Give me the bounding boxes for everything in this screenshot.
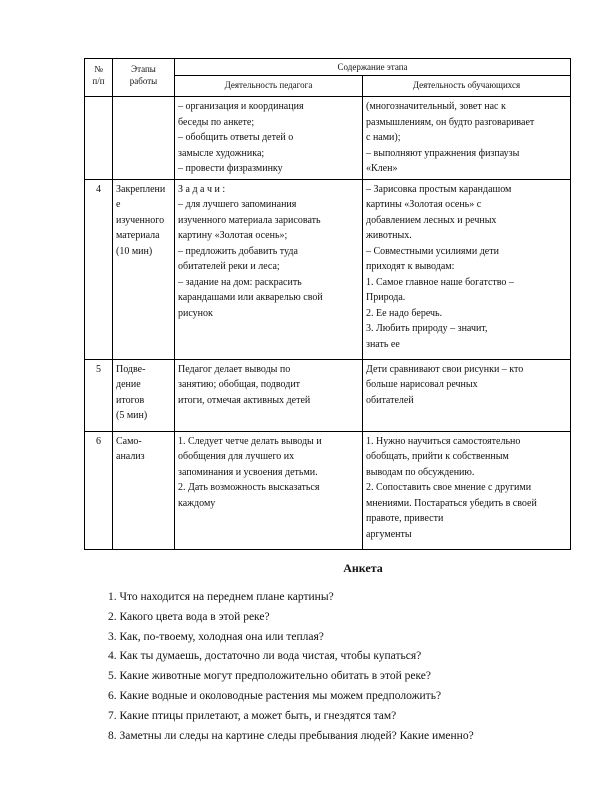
header-content: Содержание этапа xyxy=(175,59,571,76)
header-row-top xyxy=(85,59,571,76)
row-teacher-activity: 1. Следует четче делать выводы и обобщения для лучшего их запоминания и усвоения детьми. 2. Дать возможность высказаться каждому xyxy=(175,431,363,549)
header-stages: Этапы работы xyxy=(113,59,175,97)
row-student-activity: 1. Нужно научиться самостоятельно обобщать, прийти к собственным выводам по обсуждению. 2. Сопоставить свое мнение с другими мнениями. Постараться убедить в своей правоте, привести аргументы xyxy=(363,431,571,549)
row-stage: Само- анализ xyxy=(113,431,175,549)
list-item: 2. Какого цвета вода в этой реке? xyxy=(108,610,270,623)
list-item: 3. Как, по-твоему, холодная она или теплая? xyxy=(108,630,324,643)
row-number xyxy=(85,97,113,180)
row-student-activity: (многозначительный, зовет нас к размышлениям, он будто разговаривает с нами); – выполняют упражнения физпаузы «Клен» xyxy=(363,97,571,180)
header-teacher: Деятельность педагога xyxy=(175,76,363,97)
header-num: № п/п xyxy=(85,59,113,97)
row-stage xyxy=(113,97,175,180)
list-item: 5. Какие животные могут предположительно обитать в этой реке? xyxy=(108,670,431,683)
row-student-activity: Дети сравнивают свои рисунки – кто больше нарисовал речных обитателей xyxy=(363,359,571,431)
table-row xyxy=(85,359,571,431)
list-item: 4. Как ты думаешь, достаточно ли вода чистая, чтобы купаться? xyxy=(108,650,422,663)
survey-question-list xyxy=(108,588,578,746)
row-teacher-activity: З а д а ч и : – для лучшего запоминания изученного материала зарисовать картину «Золотая осень»; – предложить добавить туда обитателей реки и леса; – задание на дом: раскрасить карандашами или акварелью свой рисунок xyxy=(175,179,363,359)
lesson-plan-table xyxy=(84,58,571,550)
row-teacher-activity: Педагог делает выводы по занятию; обобщая, подводит итоги, отмечая активных детей xyxy=(175,359,363,431)
list-item: 1. Что находится на переднем плане картины? xyxy=(108,591,334,603)
row-teacher-activity: – организация и координация беседы по анкете; – обобщить ответы детей о замысле художника; – провести физразминку xyxy=(175,97,363,180)
row-number: 4 xyxy=(85,179,113,359)
row-number: 6 xyxy=(85,431,113,549)
row-student-activity: – Зарисовка простым карандашом картины «Золотая осень» с добавлением лесных и речных животных. – Совместными усилиями дети приходят к выводам: 1. Самое главное наше богатство – Природа. 2. Ее надо беречь. 3. Любить природу – значит, знать ее xyxy=(363,179,571,359)
table-row xyxy=(85,97,571,180)
list-item: 7. Какие птицы прилетают, а может быть, и гнездятся там? xyxy=(108,709,397,722)
list-item: 8. Заметны ли следы на картине следы пребывания людей? Какие именно? xyxy=(108,729,474,742)
header-students: Деятельность обучающихся xyxy=(363,76,571,97)
survey-section xyxy=(108,561,578,746)
row-stage: Подве- дение итогов (5 мин) xyxy=(113,359,175,431)
survey-title: Анкета xyxy=(343,561,383,575)
list-item: 6. Какие водные и околоводные растения мы можем предположить? xyxy=(108,689,442,702)
row-number: 5 xyxy=(85,359,113,431)
row-stage: Закреплени е изученного материала (10 мин) xyxy=(113,179,175,359)
table-row xyxy=(85,179,571,359)
table-row xyxy=(85,431,571,549)
